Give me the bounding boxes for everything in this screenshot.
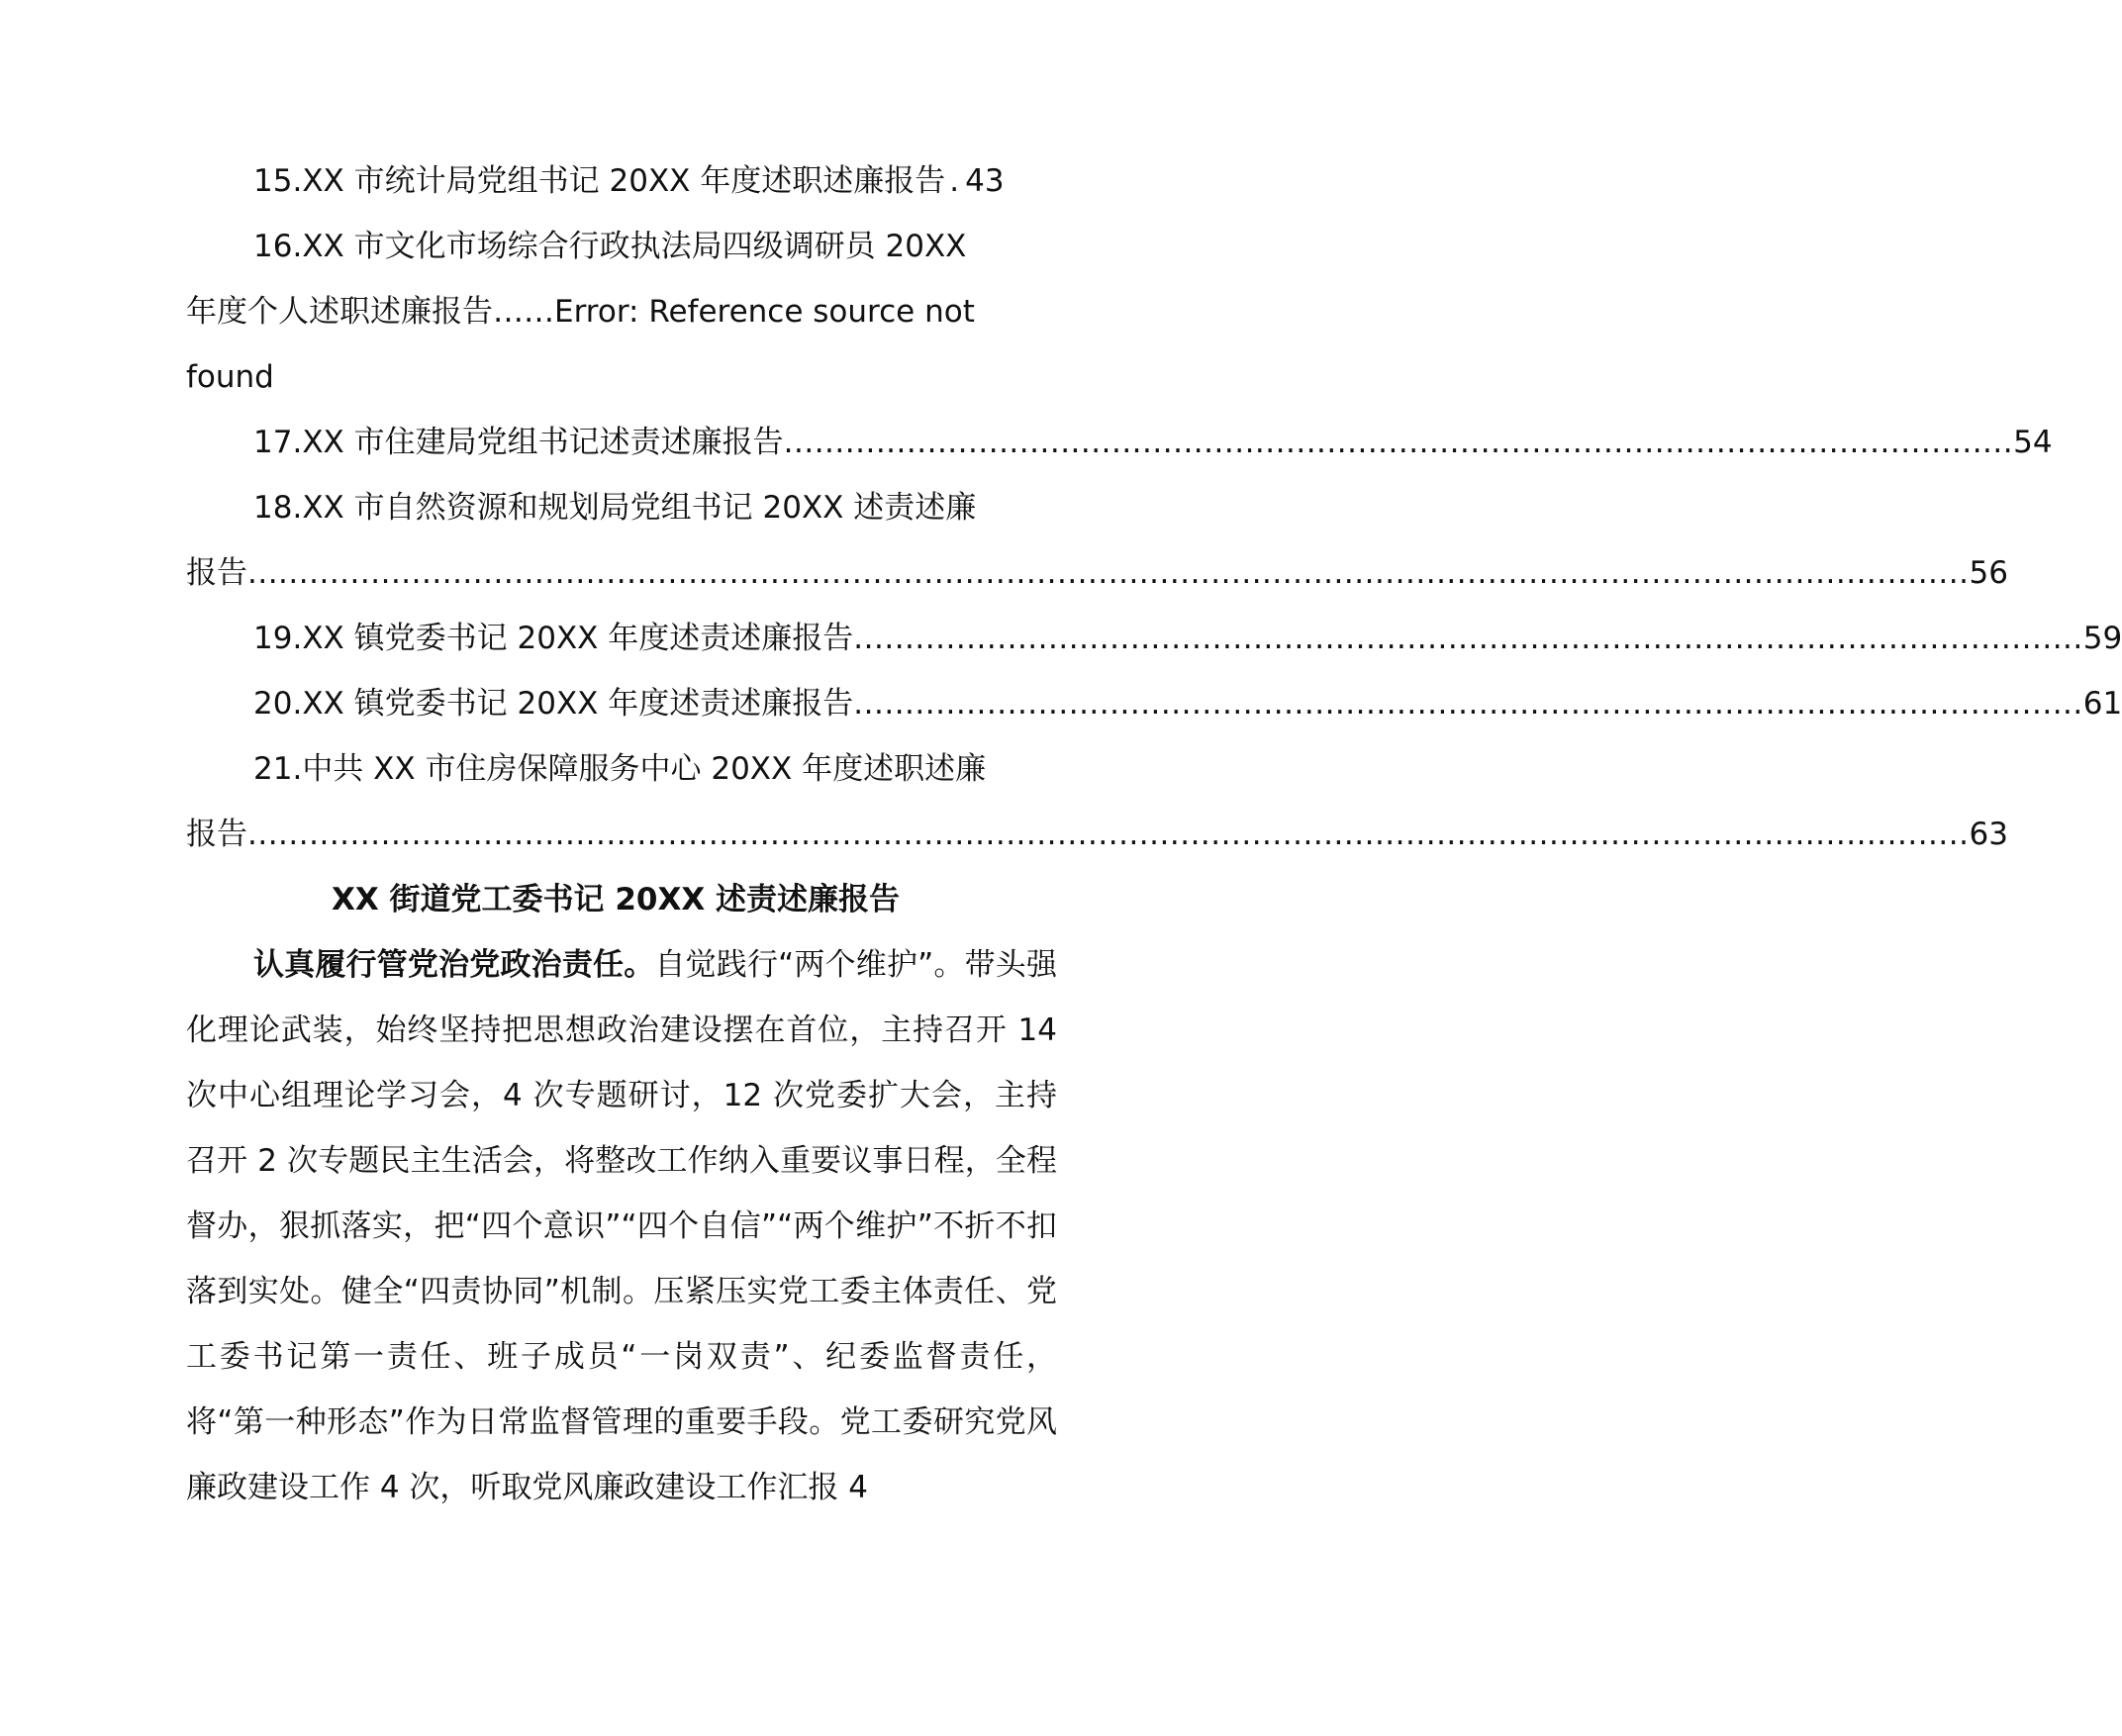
toc-entry[interactable]	[186, 475, 1045, 540]
toc-entry-title: 报告	[186, 555, 247, 591]
toc-entry-title: XX 市自然资源和规划局党组书记 20XX 述责述廉	[302, 490, 977, 526]
toc-entry-title: 中共 XX 市住房保障服务中心 20XX 年度述职述廉	[302, 751, 987, 787]
toc-entry-title: XX 市文化市场综合行政执法局四级调研员 20XX	[302, 229, 967, 264]
toc-entry-dots: ........................................................................................................................	[853, 686, 2083, 722]
toc-entry-dots: ........................................................................................................................	[853, 621, 2083, 656]
toc-entry-page: 59	[2082, 621, 2122, 656]
toc-entry-page: 61	[2082, 686, 2122, 722]
paragraph-lead: 认真履行管党治党政治责任。	[253, 947, 655, 983]
paragraph-body: 自觉践行“两个维护”。带头强化理论武装，始终坚持把思想政治建设摆在首位，主持召开 14 次中心组理论学习会，4 次专题研讨，12 次党委扩大会，主持召开 2 次专题民主生活会，将整改工作纳入重要议事日程，全程督办，狠抓落实，把“四个意识”“四个自信”“两个维护”不折不扣落到实处。健全“四责协同”机制。压紧压实党工委主体责任、党工委书记第一责任、班子成员“一岗双责”、纪委监督责任，将“第一种形态”作为日常监督管理的重要手段。党工委研究党风廉政建设工作 4 次，听取党风廉政建设工作汇报 4	[186, 947, 1057, 1505]
article-paragraph	[186, 932, 1057, 1520]
toc-entry-dots: ........................................................................................................................................................................	[247, 555, 1970, 591]
toc-entry[interactable]	[186, 410, 2053, 475]
toc-entry-title: XX 镇党委书记 20XX 年度述责述廉报告	[302, 621, 854, 656]
toc-entry-num: 17.	[253, 425, 303, 460]
toc-entry-page: 63	[1969, 817, 2008, 852]
toc-entry-continuation[interactable]	[186, 540, 2008, 606]
toc-entry-num: 21.	[253, 751, 303, 787]
toc-entry-num: 20.	[253, 686, 303, 722]
toc-entry-continuation	[186, 344, 1045, 410]
toc-entry[interactable]	[186, 671, 2122, 736]
toc-entry-continuation[interactable]	[186, 802, 2008, 867]
toc-entry-num: 19.	[253, 621, 303, 656]
toc-entry-page-continued: found	[186, 359, 274, 395]
toc-entry-num: 16.	[253, 229, 303, 264]
toc-entry-title: XX 市统计局党组书记 20XX 年度述职述廉报告	[302, 163, 946, 199]
toc-entry-continuation[interactable]	[186, 279, 1045, 344]
toc-entry[interactable]	[186, 148, 1045, 214]
toc-entry-title: XX 镇党委书记 20XX 年度述责述廉报告	[302, 686, 854, 722]
toc-entry-dots: ……	[493, 294, 554, 330]
toc-entry-page: 43	[965, 163, 1005, 199]
toc-entry-title: 年度个人述职述廉报告	[186, 294, 493, 330]
toc-entry[interactable]	[186, 214, 1045, 279]
toc-entry-num: 15.	[253, 163, 303, 199]
toc-entry-page: 56	[1969, 555, 2008, 591]
toc-entry-dots: .	[949, 163, 960, 199]
toc-entry-dots: ........................................................................................................................................................................	[247, 817, 1970, 852]
document-page	[186, 148, 2122, 1520]
toc-entry[interactable]	[186, 606, 2122, 671]
toc-entry[interactable]	[186, 736, 1045, 802]
toc-entry-title: 报告	[186, 817, 247, 852]
toc-entry-num: 18.	[253, 490, 303, 526]
toc-entry-page: 54	[2013, 425, 2053, 460]
toc-entry-dots: ........................................................................................................................	[783, 425, 2014, 460]
toc-entry-page: Error: Reference source not	[554, 294, 975, 330]
article-title: XX 街道党工委书记 20XX 述责述廉报告	[331, 882, 901, 917]
toc-entry-title: XX 市住建局党组书记述责述廉报告	[302, 425, 784, 460]
